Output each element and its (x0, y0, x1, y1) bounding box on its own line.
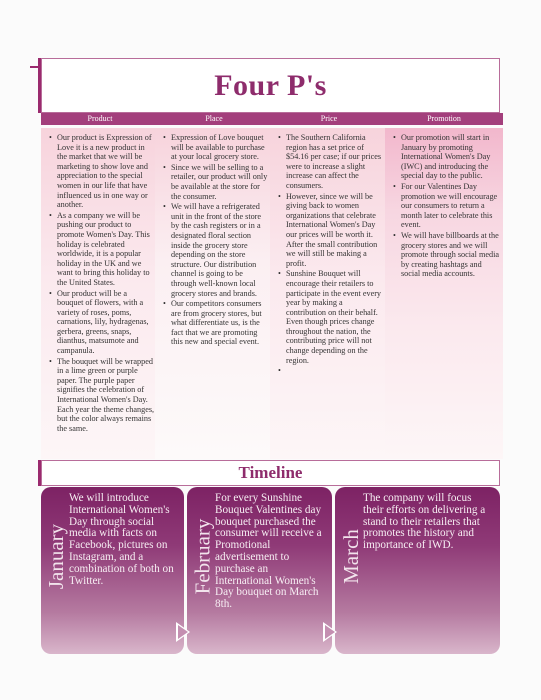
price-item: • Sunshine Bouquet will encourage their retailers to participate in the event every year by making a contribution on their behalf. Even though prices change throughout the nation, the contributing price will not change depending on the region. (278, 269, 384, 365)
month-label-march: March (338, 528, 363, 584)
column-body-promotion (385, 128, 503, 459)
place-item: • Since we will be selling to a retailer, our product will only be available at the store for the consumer. (163, 163, 269, 201)
arrow-right-icon (176, 622, 190, 642)
column-body-place (155, 128, 273, 459)
timeline-card-january (41, 487, 184, 654)
column-header-product: Product (41, 113, 159, 125)
column-place (155, 113, 273, 459)
product-item: • Our product will be a bouquet of flowers, with a variety of roses, poms, carnations, lily, hydragenas, gerbera, greens, snaps, dianthus, matsumote and campanula. (49, 289, 155, 356)
column-header-promotion: Promotion (385, 113, 503, 125)
place-item: • Expression of Love bouquet will be available to purchase at your local grocery store. (163, 133, 269, 162)
card-text-march: The company will focus their efforts on delivering a stand to their retailers that promotes the history and importance of IWD. (363, 492, 486, 552)
card-text-january: We will introduce International Women's Day through social media with facts on Facebook, pictures on Instagram, and a combination of both on Twitter. (69, 492, 174, 587)
column-promotion (385, 113, 503, 459)
product-item: • As a company we will be pushing our product to promote Women's Day. This holiday is celebrated worldwide, it is a popular holiday in the UK and we want to bring this holiday to the United States. (49, 211, 155, 288)
place-item: • Our competitors consumers are from grocery stores, but what differentiate us, is the fact that we are promoting this new and special event. (163, 299, 269, 347)
column-body-price (270, 128, 388, 459)
column-price (270, 113, 388, 459)
column-product (41, 113, 159, 459)
timeline-card-february (187, 487, 332, 654)
column-header-price: Price (270, 113, 388, 125)
promotion-item: • We will have billboards at the grocery stores and we will promote through social media by creating hashtags and social media accounts. (393, 231, 499, 279)
timeline-banner (41, 460, 500, 486)
product-item: • The bouquet will be wrapped in a lime green or purple paper. The purple paper signifies the celebration of International Women's Day. Each year the theme changes, but the color always remains the same. (49, 357, 155, 434)
column-header-place: Place (155, 113, 273, 125)
column-body-product (41, 128, 159, 459)
timeline-title: Timeline (238, 463, 303, 482)
place-item: • We will have a refrigerated unit in the front of the store by the cash registers or in a designated floral section inside the grocery store depending on the store structure. Our distribution channel is going to be through well-known local grocery stores and brands. (163, 202, 269, 298)
card-text-february: For every Sunshine Bouquet Valentines day bouquet purchased the consumer will receive a Promotional advertisement to purchase an International Women's Day bouquet on March 8th. (215, 492, 322, 611)
timeline-card-march (335, 487, 500, 654)
arrow-right-icon (323, 622, 337, 642)
month-label-january: January (44, 523, 69, 589)
title-banner (41, 58, 500, 113)
price-item: • The Southern California region has a set price of $54.16 per case; if our prices were to increase a slight increase can affect the consumers. (278, 133, 384, 191)
product-item: • Our product is Expression of Love it is a new product in the market that we will be marketing to show love and appreciation to the special women in our life that have influenced us in one way or another. (49, 133, 155, 210)
month-label-february: February (190, 518, 215, 594)
page-title: Four P's (214, 68, 327, 102)
promotion-item: • For our Valentines Day promotion we will encourage our consumers to return a month later to celebrate this event. (393, 182, 499, 230)
promotion-item: • Our promotion will start in January by promoting International Women's Day (IWC) and introducing the special day to the public. (393, 133, 499, 181)
price-item: • However, since we will be giving back to women organizations that celebrate International Women's Day our prices will be worth it. After the small contribution we will still be making a profit. (278, 192, 384, 269)
